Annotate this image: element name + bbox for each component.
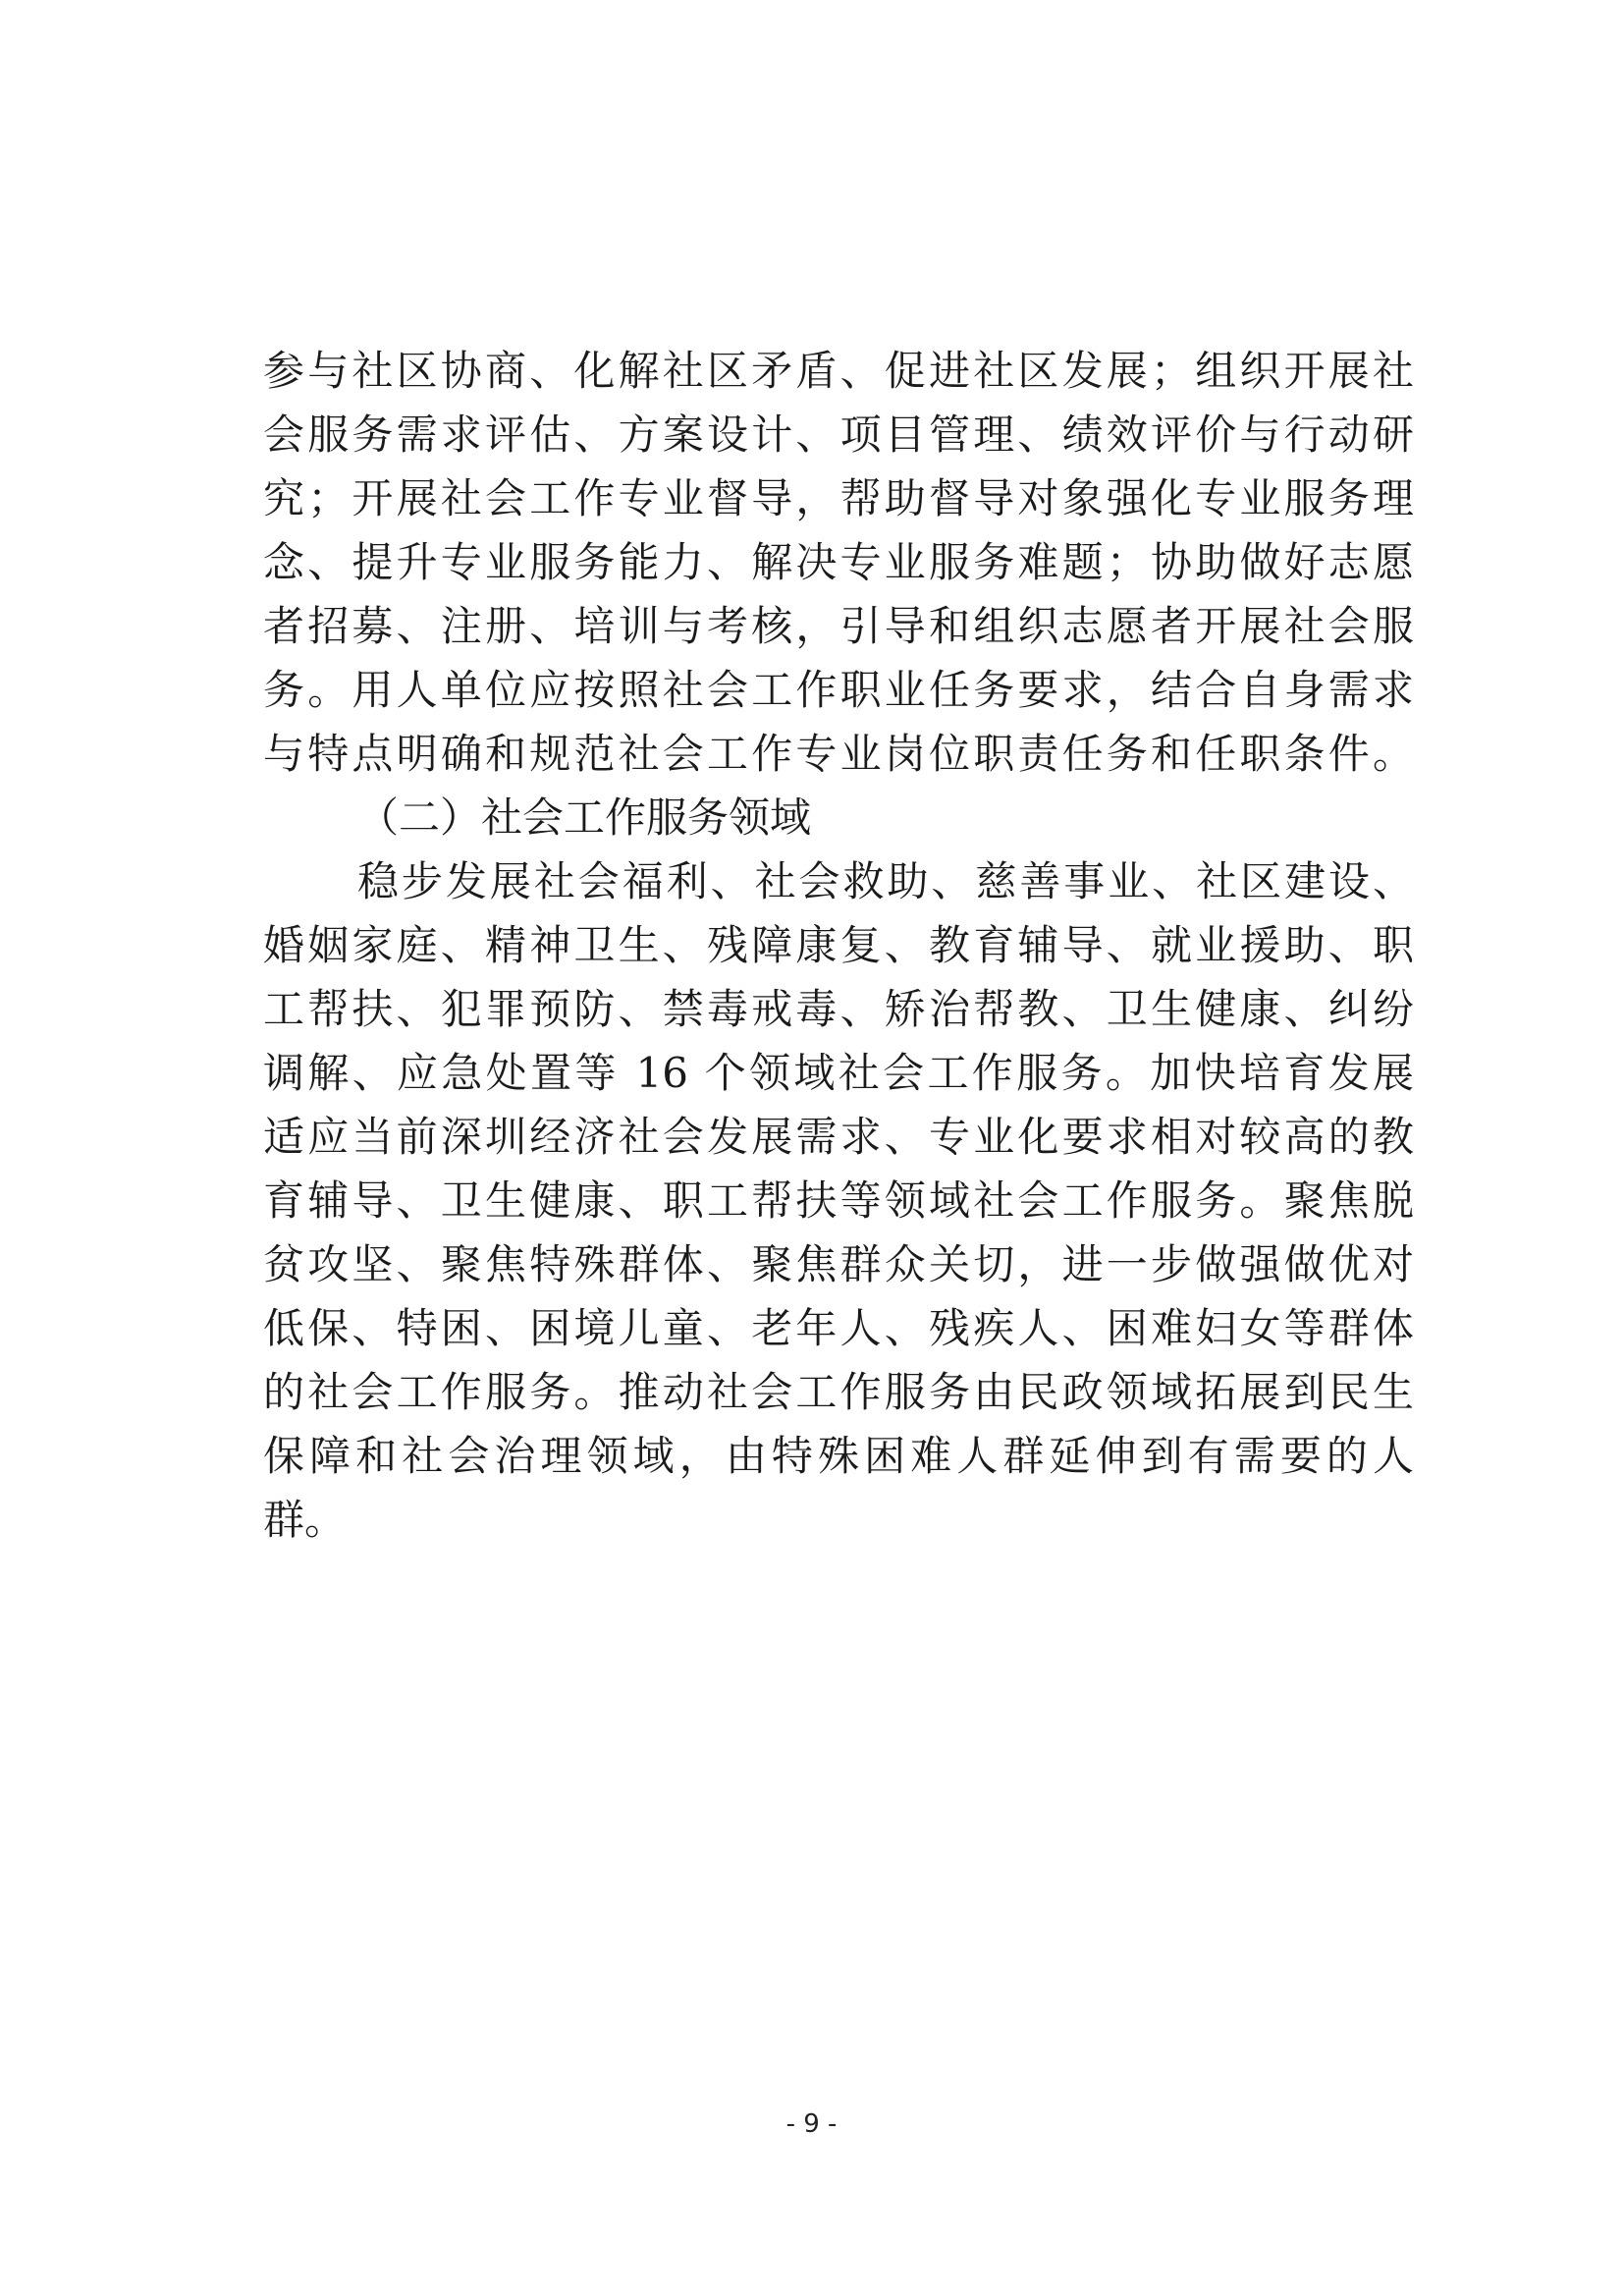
paragraph-line: 贫攻坚、聚焦特殊群体、聚焦群众关切，进一步做强做优对 (263, 1240, 1414, 1288)
page-number: - 9 - (785, 2109, 838, 2139)
paragraph-line: 会服务需求评估、方案设计、项目管理、绩效评价与行动研 (263, 410, 1414, 459)
paragraph-line: 保障和社会治理领域，由特殊困难人群延伸到有需要的人 (263, 1432, 1414, 1480)
paragraph-line: 念、提升专业服务能力、解决专业服务难题；协助做好志愿 (263, 538, 1414, 586)
paragraph-line: 育辅导、卫生健康、职工帮扶等领域社会工作服务。聚焦脱 (263, 1176, 1414, 1225)
paragraph-line: 群。 (263, 1496, 347, 1544)
paragraph-line: 低保、特困、困境儿童、老年人、残疾人、困难妇女等群体 (263, 1304, 1414, 1352)
paragraph-line: 适应当前深圳经济社会发展需求、专业化要求相对较高的教 (263, 1113, 1414, 1161)
paragraph-line: 调解、应急处置等 16 个领域社会工作服务。加快培育发展 (263, 1049, 1414, 1097)
paragraph-line: 与特点明确和规范社会工作专业岗位职责任务和任职条件。 (263, 730, 1414, 778)
paragraph-line: 稳步发展社会福利、社会救助、慈善事业、社区建设、 (357, 857, 1414, 905)
paragraph-line: 务。用人单位应按照社会工作职业任务要求，结合自身需求 (263, 666, 1414, 714)
body-text (263, 339, 1414, 1552)
paragraph-line: 参与社区协商、化解社区矛盾、促进社区发展；组织开展社 (263, 347, 1414, 395)
paragraph-line: 婚姻家庭、精神卫生、残障康复、教育辅导、就业援助、职 (263, 921, 1414, 969)
paragraph-line: 究；开展社会工作专业督导，帮助督导对象强化专业服务理 (263, 474, 1414, 522)
paragraph-line: 的社会工作服务。推动社会工作服务由民政领域拓展到民生 (263, 1368, 1414, 1416)
paragraph-line: 者招募、注册、培训与考核，引导和组织志愿者开展社会服 (263, 602, 1414, 650)
paragraph-line: 工帮扶、犯罪预防、禁毒戒毒、矫治帮教、卫生健康、纠纷 (263, 985, 1414, 1033)
section-heading: （二）社会工作服务领域 (357, 793, 812, 842)
